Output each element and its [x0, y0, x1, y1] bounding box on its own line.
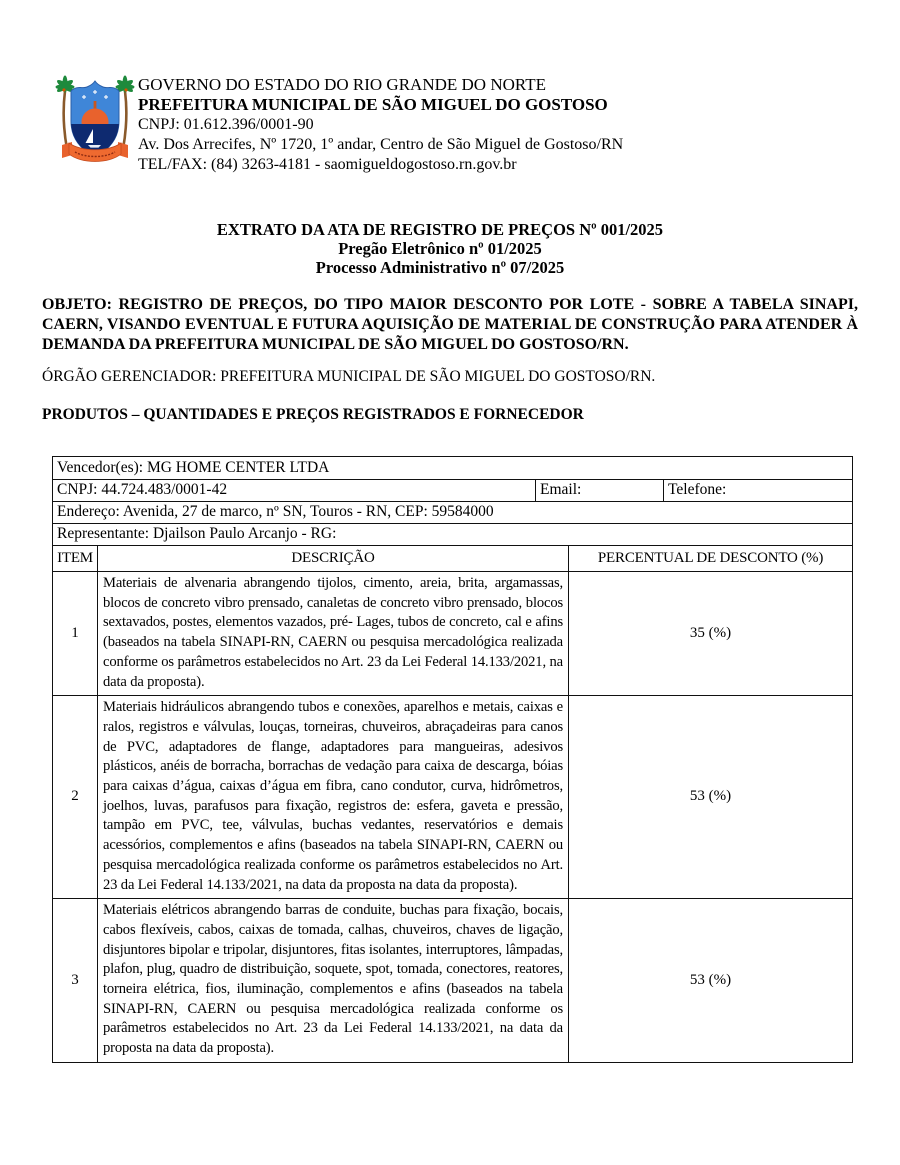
- orgao-gerenciador-line: ÓRGÃO GERENCIADOR: PREFEITURA MUNICIPAL DE SÃO MIGUEL DO GOSTOSO/RN.: [42, 368, 656, 385]
- item-description: Materiais hidráulicos abrangendo tubos e conexões, aparelhos e metais, caixas e ralos, registros e válvulas, louças, torneiras, chuveiros, abraçadeiras para canos de PVC, adaptadores de flange, adaptadores para mangueiras, adesivos plásticos, anéis de borracha, borrachas de vedação para caixa de descarga, bóias para caixas d’água, caixas d’água em fibra, cano condutor, curva, hidrômetros, joelhos, luvas, parafusos para fixação, registros de: esfera, gaveta e pressão, tampão em PVC, tee, válvulas, buchas vedantes, reservatórios e demais acessórios, complementos e afins (baseados na tabela SINAPI-RN, CAERN ou pesquisa mercadológica realizada conforme os parâmetros estabelecidos no Art. 23 da Lei Federal 14.133/2021, na data da proposta na data da proposta).: [98, 696, 569, 899]
- item-discount-percent: 35 (%): [569, 572, 853, 696]
- representative-row: [53, 524, 853, 546]
- telfax-line: TEL/FAX: (84) 3263-4181 - saomigueldogostoso.rn.gov.br: [138, 156, 517, 173]
- table-row-item-1: [53, 572, 853, 696]
- cnpj-cell: CNPJ: 44.724.483/0001-42: [53, 480, 536, 502]
- table-row-item-2: [53, 696, 853, 899]
- address-line: Av. Dos Arrecifes, Nº 1720, 1º andar, Centro de São Miguel de Gostoso/RN: [138, 136, 624, 153]
- vendor-cell: Vencedor(es): MG HOME CENTER LTDA: [53, 457, 853, 480]
- processo-subtitle: Processo Administrativo nº 07/2025: [315, 258, 565, 277]
- vendor-row: [53, 457, 853, 480]
- item-description: Materiais elétricos abrangendo barras de conduite, buchas para fixação, bocais, cabos flexíveis, cabos, caixas de tomada, calhas, chuveiros, chaves de ligação, disjuntores bipolar e tripolar, disjuntores, fitas isolantes, interruptores, lâmpadas, plafon, plug, quadro de distribuição, soquete, spot, tomada, conectores, reatores, torneira elétrica, fios, iluminação, complementos e afins (baseados na tabela SINAPI-RN, CAERN ou pesquisa mercadológica realizada conforme os parâmetros estabelecidos no Art. 23 da Lei Federal 14.133/2021, na data da proposta na data da proposta).: [98, 899, 569, 1063]
- government-line: GOVERNO DO ESTADO DO RIO GRANDE DO NORTE: [138, 75, 546, 94]
- table-header-row: [53, 546, 853, 572]
- table-row-item-3: [53, 899, 853, 1063]
- item-number: 3: [53, 899, 98, 1063]
- column-header-item: ITEM: [53, 546, 98, 572]
- column-header-percentual: PERCENTUAL DE DESCONTO (%): [569, 546, 853, 572]
- coat-of-arms-icon: [55, 75, 135, 168]
- title-block: [0, 220, 880, 277]
- representative-cell: Representante: Djailson Paulo Arcanjo - RG:: [53, 524, 853, 546]
- telefone-cell: Telefone:: [664, 480, 853, 502]
- pregao-subtitle: Pregão Eletrônico nº 01/2025: [338, 239, 542, 258]
- letterhead: [55, 75, 900, 175]
- item-description: Materiais de alvenaria abrangendo tijolos, cimento, areia, brita, argamassas, blocos de concreto vibro prensado, canaletas de concreto vibro prensado, blocos sextavados, postes, elementos vazados, pré- Lages, tubos de concreto, cal e afins (baseados na tabela SINAPI-RN, CAERN ou pesquisa mercadológica realizada conforme os parâmetros estabelecidos no Art. 23 da Lei Federal 14.133/2021, na data da proposta).: [98, 572, 569, 696]
- address-row: [53, 502, 853, 524]
- item-number: 2: [53, 696, 98, 899]
- price-registration-table: [52, 456, 853, 1063]
- objeto-line-2: CAERN, VISANDO EVENTUAL E FUTURA AQUISIÇÃO DE MATERIAL DE CONSTRUÇÃO PARA ATENDER À: [42, 316, 858, 333]
- objeto-paragraph: [42, 295, 858, 355]
- address-cell: Endereço: Avenida, 27 de marco, nº SN, Touros - RN, CEP: 59584000: [53, 502, 853, 524]
- document-title: EXTRATO DA ATA DE REGISTRO DE PREÇOS Nº 001/2025: [216, 220, 664, 239]
- objeto-line-1: OBJETO: REGISTRO DE PREÇOS, DO TIPO MAIOR DESCONTO POR LOTE - SOBRE A TABELA SINAPI,: [42, 296, 858, 313]
- email-cell: Email:: [536, 480, 664, 502]
- cnpj-row: [53, 480, 853, 502]
- item-discount-percent: 53 (%): [569, 696, 853, 899]
- cnpj-line: CNPJ: 01.612.396/0001-90: [138, 116, 314, 133]
- item-discount-percent: 53 (%): [569, 899, 853, 1063]
- prefeitura-line: PREFEITURA MUNICIPAL DE SÃO MIGUEL DO GOSTOSO: [138, 95, 608, 114]
- produtos-heading: PRODUTOS – QUANTIDADES E PREÇOS REGISTRADOS E FORNECEDOR: [42, 406, 584, 423]
- coat-of-arms-logo: [55, 75, 135, 168]
- item-number: 1: [53, 572, 98, 696]
- letterhead-text: [138, 75, 623, 175]
- objeto-line-3: DEMANDA DA PREFEITURA MUNICIPAL DE SÃO MIGUEL DO GOSTOSO/RN.: [42, 336, 629, 353]
- column-header-descricao: DESCRIÇÃO: [98, 546, 569, 572]
